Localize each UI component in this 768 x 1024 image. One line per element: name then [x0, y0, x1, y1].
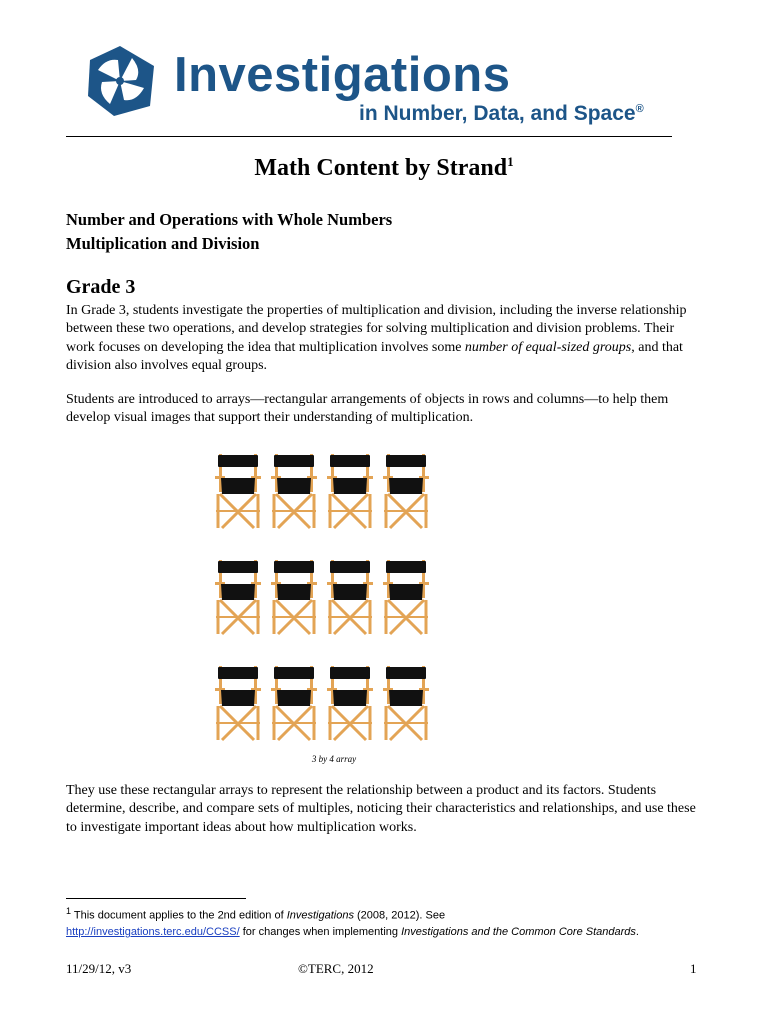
directors-chair-icon — [383, 666, 429, 740]
page-number: 1 — [690, 961, 697, 976]
strand-heading: Number and Operations with Whole Numbers — [66, 210, 393, 229]
page-title: Math Content by Strand$^1$ — [254, 154, 514, 181]
directors-chair-icon — [383, 454, 429, 528]
header-divider — [66, 136, 672, 137]
footnote-mark: 1 — [66, 906, 72, 916]
intro-paragraph: In Grade 3, students investigate the properties of multiplication and division, including the inverse relationship between these two operations, and develop strategies for solving multiplication and division problems. Their work focuses on developing the idea that multiplication involves some number of equal-sized groups, and that division also involves equal groups. — [66, 303, 687, 373]
logo-subtitle: in Number, Data, and Space® — [359, 102, 644, 125]
emphasis-text: number of equal-sized groups — [464, 339, 632, 355]
directors-chair-icon — [215, 560, 261, 634]
topic-heading: Multiplication and Division — [66, 234, 260, 253]
footer-date: 11/29/12, v3 — [66, 961, 132, 976]
directors-chair-icon — [327, 454, 373, 528]
pinwheel-logo-icon — [84, 44, 156, 118]
figure-caption: 3 by 4 array — [311, 754, 357, 764]
arrays-paragraph: Students are introduced to arrays—rectangular arrangements of objects in rows and columns—to help them develop visual images that support their understanding of multiplication. — [66, 392, 669, 426]
directors-chair-icon — [383, 560, 429, 634]
directors-chair-icon — [271, 666, 317, 740]
grade-heading: Grade 3 — [66, 276, 136, 298]
investigations-logo — [84, 44, 684, 130]
title-footnote-mark: 1 — [507, 154, 514, 169]
registered-mark: ® — [635, 103, 644, 115]
directors-chair-icon — [327, 666, 373, 740]
directors-chair-icon — [271, 560, 317, 634]
directors-chair-icon — [215, 454, 261, 528]
ccss-link[interactable]: http://investigations.terc.edu/CCSS/ — [66, 926, 240, 939]
multiples-paragraph: They use these rectangular arrays to represent the relationship between a product and its factors. Students determine, describe, and compare sets of multiples, noticing their characteristics and relationships, and use these to investigate important ideas about how multiplication works. — [66, 783, 696, 835]
directors-chair-icon — [271, 454, 317, 528]
directors-chair-icon — [215, 666, 261, 740]
directors-chair-icon — [327, 560, 373, 634]
footnote-divider — [66, 898, 246, 899]
footnote: $^1$ This document applies to the 2nd edition of Investigations (2008, 2012). See http://investigations.terc.edu/CCSS/ for changes when implementing Investigations and the Common Core Standards. — [66, 906, 639, 939]
footer-copyright: ©TERC, 2012 — [298, 961, 374, 976]
logo-title: Investigations — [174, 48, 511, 102]
chair-array-figure — [212, 448, 436, 748]
